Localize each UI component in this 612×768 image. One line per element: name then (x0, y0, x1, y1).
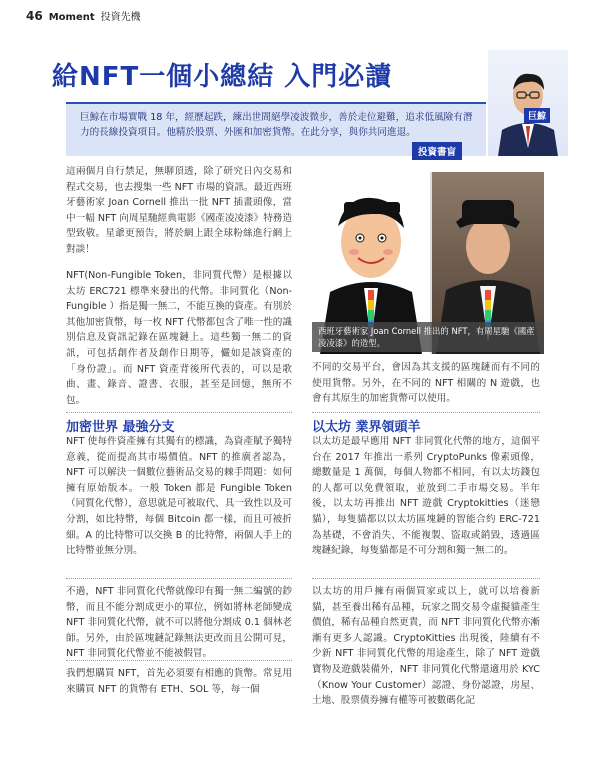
page-number: 46 (26, 9, 43, 23)
paragraph-2: NFT(Non-Fungible Token，非同質代幣）是根據以太坊 ERC721 標準來發出的代幣。非同質化（Non-Fungible ）指是獨一無二，不能互換的資產。有別於其他加密貨幣，每一枚 NFT 代幣都包含了唯一性的識別信息及資訊記錄在區塊鏈上。這些獨一無二的資訊，可包括創作者及創作日期等，儼如是該資產的「身份證」。而 NFT 資產背後所代表的，可以是歌曲、畫、錄音、證書、衣服，甚至是回憶，無所不包。 (66, 270, 292, 406)
column-divider (66, 660, 292, 661)
paragraph-6: 不同的交易平台，會因為其支援的區塊鏈而有不同的使用貨幣。另外，在不同的 NFT 相關的 N 遊戲，也會有其原生的加密貨幣可以使用。 (312, 362, 540, 405)
page-header (26, 8, 141, 23)
section-name: 投資先機 (100, 12, 141, 23)
paragraph-4: 不過，NFT 非同質化代幣就像印有獨一無二編號的鈔幣，而且不能分割成更小的單位，例如將林老師變成 NFT 非同質化代幣，就不可以將他分割成 0.1 個林老師。另外，由於區塊鏈記錄無法更改而且公開可見，NFT 非同質化代幣並不能被假冒。 (66, 586, 292, 660)
author-tag: 投資書盲 (412, 142, 462, 160)
paragraph-3: NFT 使每件資產擁有其獨有的標識，為資產賦予獨特意義，從而提高其市場價值。NFT 的推廣者認為，NFT 可以解決一個數位藝術品交易的棘手問題：如何擁有原始版本。一般 Token 都是 Fungible Token（同質化代幣），意思就是可被取代、具一致性以及可分割，如比特幣，每個 Bitcoin 都一樣，而且可被折細。A 的比特幣可以交換 B 的比特幣，兩個人手上的比特幣並無分別。 (66, 436, 292, 557)
column-divider (66, 578, 292, 579)
author-name: 巨鯨 (524, 108, 550, 123)
paragraph-1: 這兩個月自行禁足，無聊頂透，除了研究日內交易和程式交易，也去搜集一些 NFT 市場的資訊。最近西班牙藝術家 Joan Cornell 推出一批 NFT 插畫頭像，當中一幅 NFT 向周星馳經典電影《國產凌凌漆》特務造型致敬。星爺更預告，將於網上跟全球粉絲進行網上對談！ (66, 166, 292, 255)
subheading-ethereum: 以太坊 業界領頭羊 (312, 420, 421, 435)
author-intro: 巨鯨在市場實戰 18 年，經歷起跌，練出世間絕學凌波微步，善於走位避難，追求低風險有潛力的長線投資項目。他精於股票、外匯和加密貨幣。在此分享，與你共同進退。 (66, 102, 486, 156)
subheading-crypto: 加密世界 最強分支 (66, 420, 175, 435)
author-photo (488, 50, 568, 156)
article-title: 給NFT一個小總結 入門必讀 (52, 62, 393, 92)
image-caption: 西班牙藝術家 Joan Cornell 推出的 NFT，有周星馳《國產凌凌漆》的造型。 (312, 322, 544, 352)
column-divider (312, 578, 540, 579)
paragraph-5: 我們想購買 NFT，首先必須要有相應的貨幣。常見用來購買 NFT 的貨幣有 ETH、SOL 等，每一個 (66, 668, 292, 695)
paragraph-8: 以太坊的用戶擁有兩個買家或以上，就可以培養新貓，甚至養出稀有品種，玩家之間交易令虛擬貓產生價值，稀有品種自然更貴，而 NFT 非同質化代幣亦漸漸有更多人認識。CryptoKitties 出現後，陸續有不少新 NFT 非同質化代幣的用途產生，除了 NFT 遊戲寶物及遊戲裝備外，NFT 非同質化代幣還適用於 KYC（Know Your Customer）認證、身份認證，房屋、土地、股票債券擁有權等可被數碼化記 (312, 586, 540, 707)
column-divider (66, 412, 292, 413)
column-divider (312, 412, 540, 413)
magazine-name: Moment (48, 12, 95, 23)
paragraph-7: 以太坊是最早應用 NFT 非同質化代幣的地方，這個平台在 2017 年推出一系列 CryptoPunks 像素頭像，總數量是 1 萬個，每個人物都不相同，有以太坊錢包的人都可以免費領取，並放到二手市場交易。半年後，以太坊再推出 NFT 遊戲 Cryptokitties（迷戀貓），每隻貓都以以太坊區塊鏈的智能合約 ERC-721 為基礎，不會消失、不能複製、盜取或銷毀，透過區塊鏈紀錄，每隻貓都是不可分割和獨一無二的。 (312, 436, 540, 557)
